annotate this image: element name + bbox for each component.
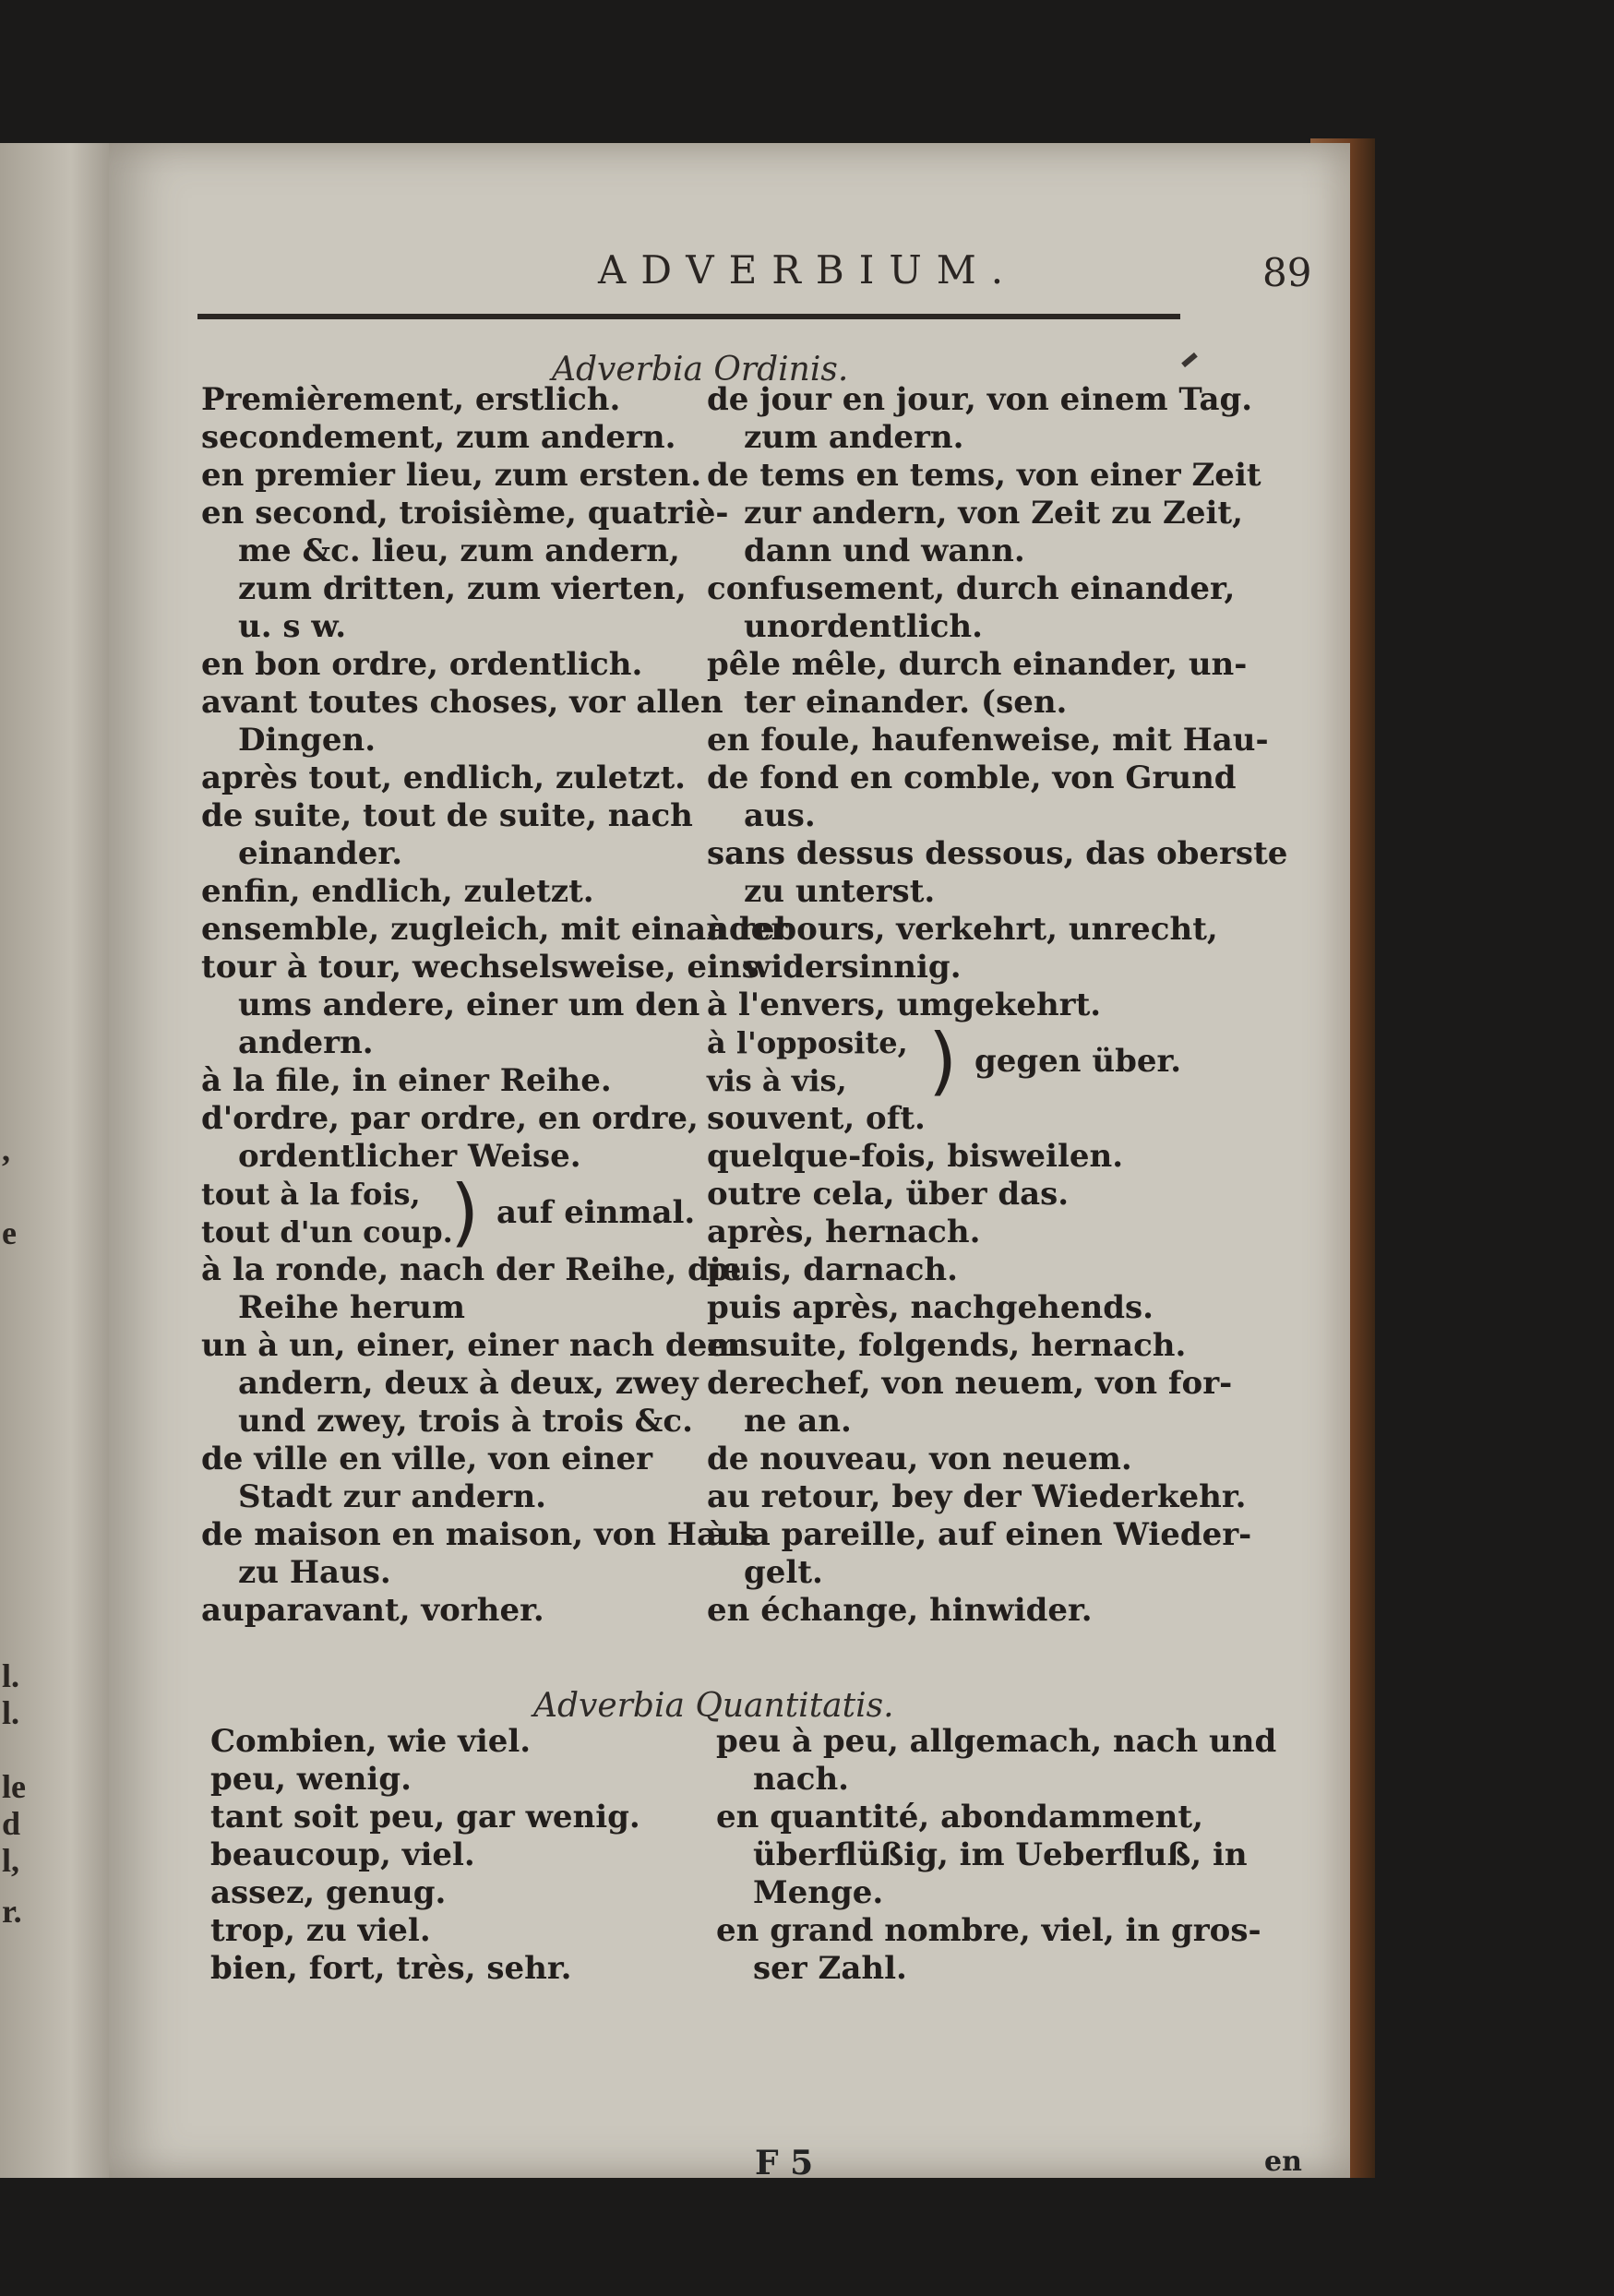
- dictionary-entry: [210, 1761, 709, 1799]
- entry-continuation: andern.: [238, 1024, 374, 1061]
- entry-continuation: zur andern, von Zeit zu Zeit,: [744, 495, 1243, 532]
- dictionary-entry: [707, 381, 1297, 457]
- entry-line: auparavant, vorher.: [201, 1592, 544, 1629]
- entry-continuation: u. s w.: [238, 608, 347, 645]
- entry-line: à rebours, verkehrt, unrecht,: [707, 911, 1218, 948]
- dictionary-entry: [201, 684, 723, 759]
- bracket-entry: [707, 1018, 1297, 1104]
- entry-line: de maison en maison, von Haus: [201, 1516, 758, 1553]
- entry-line: derechef, von neuem, von for-: [707, 1365, 1233, 1402]
- dictionary-entry: [716, 1799, 1307, 1912]
- entry-line: tant soit peu, gar wenig.: [210, 1799, 640, 1836]
- entry-line: de jour en jour, von einem Tag.: [707, 381, 1253, 418]
- dictionary-entry: [210, 1950, 709, 1988]
- entry-line: beaucoup, viel.: [210, 1836, 475, 1873]
- entry-line: à la pareille, auf einen Wieder-: [707, 1516, 1252, 1553]
- entry-line: en bon ordre, ordentlich.: [201, 646, 643, 683]
- entry-continuation: ter einander. (sen.: [744, 684, 1068, 721]
- entry-line: de nouveau, von neuem.: [707, 1441, 1132, 1477]
- facing-page-letter: e: [2, 1214, 17, 1251]
- dictionary-entry: [201, 1592, 718, 1630]
- book-page: [109, 143, 1350, 2182]
- entry-list: [707, 381, 1297, 1024]
- entry-line: confusement, durch einander,: [707, 570, 1236, 607]
- entry-line: bien, fort, très, sehr.: [210, 1950, 572, 1987]
- facing-page-letter: le: [2, 1768, 26, 1805]
- entry-line: peu à peu, allgemach, nach und: [716, 1723, 1277, 1760]
- entry-list: [201, 1251, 758, 1630]
- dictionary-entry: [707, 722, 1297, 759]
- signature-mark: F 5: [755, 2144, 814, 2182]
- entry-continuation: überflüßig, im Ueberfluß, in: [753, 1836, 1248, 1873]
- dictionary-entry: [707, 759, 1297, 835]
- entry-continuation: zu Haus.: [238, 1554, 391, 1591]
- running-title: ADVERBIUM.: [598, 247, 1019, 293]
- ink-mark: [1181, 353, 1198, 367]
- entry-list: [716, 1723, 1307, 1988]
- entry-continuation: ums andere, einer um den: [238, 987, 700, 1023]
- facing-page-letter: d: [2, 1805, 21, 1842]
- page-number: 89: [1262, 250, 1312, 295]
- quantitatis-right-column: [716, 1723, 1307, 1988]
- entry-continuation: unordentlich.: [744, 608, 983, 645]
- entry-line: au retour, bey der Wiederkehr.: [707, 1478, 1247, 1515]
- entry-line: ensuite, folgends, hernach.: [707, 1327, 1187, 1364]
- entry-line: Combien, wie viel.: [210, 1723, 532, 1760]
- entry-line: puis après, nachgehends.: [707, 1289, 1154, 1326]
- bracket-entry: [201, 1169, 718, 1255]
- dictionary-entry: [201, 381, 718, 419]
- facing-page-letter: r.: [2, 1893, 22, 1930]
- dictionary-entry: [707, 457, 1297, 570]
- entry-continuation: zu unterst.: [744, 873, 936, 910]
- dictionary-entry: [201, 1251, 742, 1327]
- entry-line: en échange, hinwider.: [707, 1592, 1093, 1629]
- dictionary-entry: [201, 1062, 718, 1100]
- entry-line: à l'envers, umgekehrt.: [707, 987, 1102, 1023]
- dictionary-entry: [707, 1138, 1297, 1176]
- dictionary-entry: [201, 1516, 758, 1592]
- entry-line: en grand nombre, viel, in gros-: [716, 1912, 1261, 1949]
- dictionary-entry: [707, 1251, 1297, 1289]
- dictionary-entry: [201, 419, 718, 457]
- dictionary-entry: [201, 797, 718, 873]
- entry-line: après tout, endlich, zuletzt.: [201, 759, 686, 796]
- dictionary-entry: [201, 495, 729, 646]
- entry-continuation: dann und wann.: [744, 532, 1025, 569]
- section-title-quantitatis: Adverbia Quantitatis.: [533, 1687, 894, 1725]
- entry-continuation: einander.: [238, 835, 403, 872]
- bracket-meaning: gegen über.: [974, 1043, 1182, 1080]
- entry-line: un à un, einer, einer nach dem: [201, 1327, 741, 1364]
- page-header: [489, 247, 1312, 295]
- dictionary-entry: [707, 1441, 1297, 1478]
- entry-continuation: zum dritten, zum vierten,: [238, 570, 687, 607]
- entry-line: en second, troisième, quatriè-: [201, 495, 729, 532]
- entry-continuation: nach.: [753, 1761, 850, 1798]
- entry-line: ensemble, zugleich, mit einander: [201, 911, 788, 948]
- dictionary-entry: [707, 646, 1297, 722]
- dictionary-entry: [707, 911, 1297, 987]
- entry-line: enfin, endlich, zuletzt.: [201, 873, 594, 910]
- entry-continuation: Stadt zur andern.: [238, 1478, 547, 1515]
- entry-list: [210, 1723, 709, 1988]
- facing-page-letter: ,: [2, 1131, 10, 1168]
- entry-continuation: gelt.: [744, 1554, 823, 1591]
- entry-continuation: me &c. lieu, zum andern,: [238, 532, 680, 569]
- brace-glyph: ): [928, 1018, 958, 1104]
- facing-page-letter: l,: [2, 1842, 20, 1879]
- dictionary-entry: [707, 1214, 1297, 1251]
- dictionary-entry: [716, 1912, 1307, 1988]
- dictionary-entry: [707, 1365, 1297, 1441]
- entry-line: en quantité, abondamment,: [716, 1799, 1203, 1836]
- entry-line: après, hernach.: [707, 1214, 981, 1250]
- dictionary-entry: [210, 1874, 709, 1912]
- entry-line: de ville en ville, von einer: [201, 1441, 653, 1477]
- dictionary-entry: [707, 1289, 1297, 1327]
- dictionary-entry: [201, 873, 718, 911]
- dictionary-entry: [707, 1478, 1297, 1516]
- entry-continuation: widersinnig.: [744, 949, 962, 986]
- dictionary-entry: [707, 835, 1297, 911]
- bracket-line: tout à la fois,: [201, 1177, 421, 1212]
- entry-list: [707, 1100, 1297, 1630]
- entry-line: secondement, zum andern.: [201, 419, 676, 456]
- entry-line: avant toutes choses, vor allen: [201, 684, 723, 721]
- entry-line: en foule, haufenweise, mit Hau-: [707, 722, 1269, 759]
- entry-continuation: aus.: [744, 797, 816, 834]
- facing-page-edge: [0, 143, 118, 2178]
- entry-line: assez, genug.: [210, 1874, 447, 1911]
- header-rule: [197, 314, 1180, 319]
- section-title-ordinis: Adverbia Ordinis.: [552, 351, 849, 389]
- dictionary-entry: [210, 1912, 709, 1950]
- entry-continuation: und zwey, trois à trois &c.: [238, 1403, 693, 1440]
- entry-line: de suite, tout de suite, nach: [201, 797, 693, 834]
- facing-page-letter: l.: [2, 1657, 20, 1694]
- dictionary-entry: [707, 1176, 1297, 1214]
- entry-continuation: andern, deux à deux, zwey: [238, 1365, 699, 1402]
- dictionary-entry: [707, 1327, 1297, 1365]
- dictionary-entry: [201, 911, 788, 949]
- bracket-line: tout d'un coup.: [201, 1214, 453, 1250]
- entry-line: trop, zu viel.: [210, 1912, 431, 1949]
- entry-continuation: zum andern.: [744, 419, 964, 456]
- dictionary-entry: [201, 457, 718, 495]
- ordinis-right-column: [707, 381, 1297, 1630]
- facing-page-letters: [0, 143, 26, 2178]
- quantitatis-left-column: [210, 1723, 709, 1988]
- dictionary-entry: [707, 1516, 1297, 1592]
- dictionary-entry: [210, 1799, 709, 1836]
- dictionary-entry: [201, 949, 759, 1062]
- catchword: en: [1264, 2146, 1302, 2178]
- dictionary-entry: [201, 646, 718, 684]
- entry-line: de fond en comble, von Grund: [707, 759, 1237, 796]
- entry-line: pêle mêle, durch einander, un-: [707, 646, 1248, 683]
- entry-line: de tems en tems, von einer Zeit: [707, 457, 1261, 494]
- entry-continuation: Dingen.: [238, 722, 377, 759]
- entry-line: sans dessus dessous, das oberste: [707, 835, 1288, 872]
- entry-continuation: ne an.: [744, 1403, 852, 1440]
- dictionary-entry: [201, 1327, 741, 1441]
- entry-continuation: Menge.: [753, 1874, 884, 1911]
- dictionary-entry: [707, 1592, 1297, 1630]
- dictionary-entry: [707, 570, 1297, 646]
- dictionary-entry: [707, 1100, 1297, 1138]
- entry-line: d'ordre, par ordre, en ordre,: [201, 1100, 699, 1137]
- entry-continuation: Reihe herum: [238, 1289, 465, 1326]
- bracket-line: vis à vis,: [707, 1063, 847, 1098]
- dictionary-entry: [210, 1836, 709, 1874]
- dictionary-entry: [201, 759, 718, 797]
- entry-line: à la file, in einer Reihe.: [201, 1062, 612, 1099]
- brace-glyph: ): [450, 1169, 480, 1255]
- entry-continuation: ordentlicher Weise.: [238, 1138, 581, 1175]
- entry-line: peu, wenig.: [210, 1761, 412, 1798]
- entry-line: puis, darnach.: [707, 1251, 958, 1288]
- dictionary-entry: [201, 1100, 718, 1176]
- bracket-meaning: auf einmal.: [496, 1194, 696, 1231]
- entry-line: souvent, oft.: [707, 1100, 926, 1137]
- dictionary-entry: [707, 987, 1297, 1024]
- entry-line: tour à tour, wechselsweise, eins: [201, 949, 759, 986]
- entry-line: Premièrement, erstlich.: [201, 381, 621, 418]
- entry-continuation: ser Zahl.: [753, 1950, 907, 1987]
- entry-line: quelque-fois, bisweilen.: [707, 1138, 1124, 1175]
- entry-line: à la ronde, nach der Reihe, die: [201, 1251, 742, 1288]
- bracket-line: à l'opposite,: [707, 1025, 908, 1060]
- dictionary-entry: [210, 1723, 709, 1761]
- entry-line: outre cela, über das.: [707, 1176, 1070, 1213]
- facing-page-letter: l.: [2, 1694, 20, 1731]
- dictionary-entry: [716, 1723, 1307, 1799]
- dictionary-entry: [201, 1441, 718, 1516]
- entry-line: en premier lieu, zum ersten.: [201, 457, 702, 494]
